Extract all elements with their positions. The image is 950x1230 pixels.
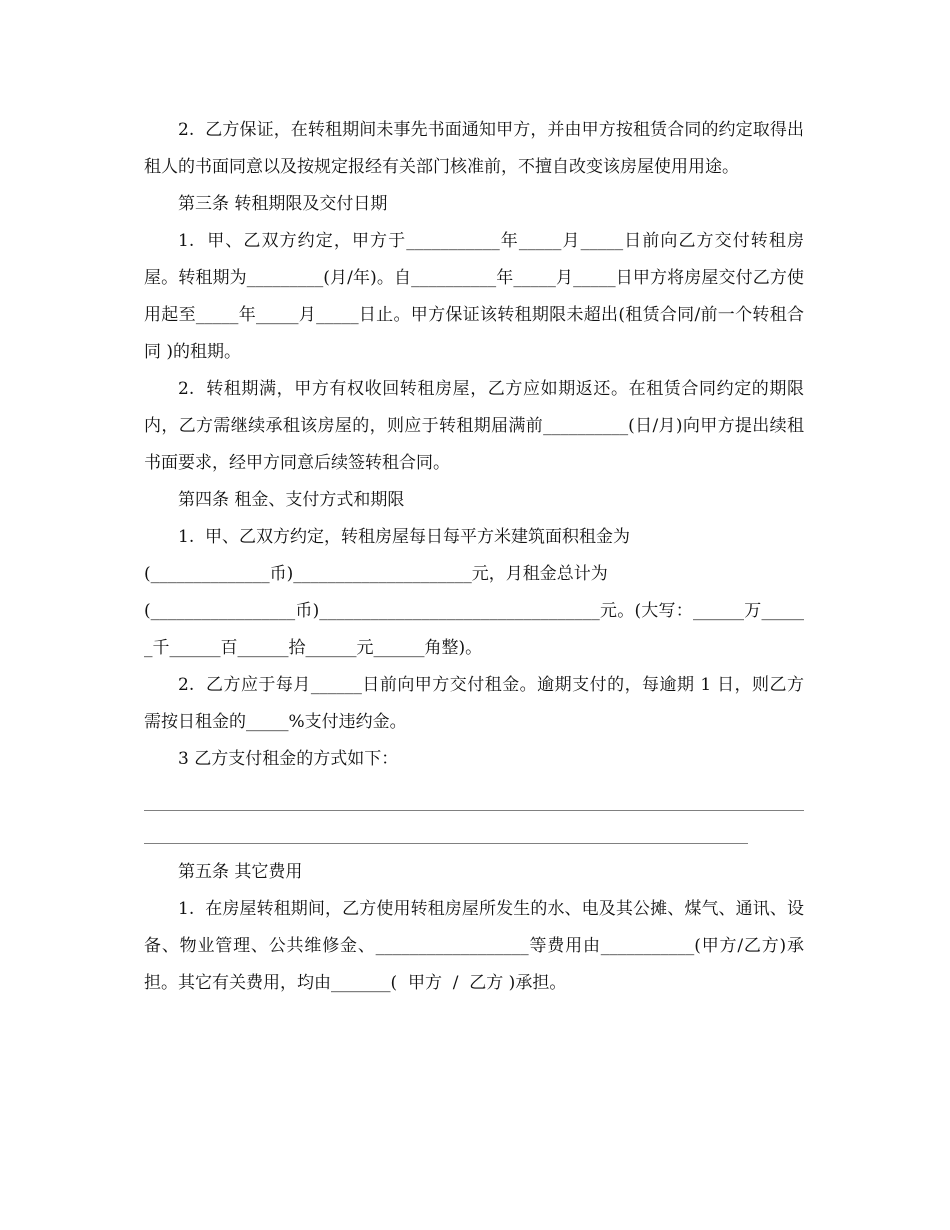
article-4-clause-3: 3 乙方支付租金的方式如下：	[178, 749, 399, 769]
article-4-clause-2: 2. 乙方应于每月______日前向甲方交付租金。逾期支付的，每逾期 1 日，则乙方需按日租金的_____%支付违约金。	[144, 675, 804, 732]
article-4-clause-1: 1. 甲、乙双方约定，转租房屋每日每平方米建筑面积租金为	[178, 527, 631, 547]
article-4-heading: 第四条 租金、支付方式和期限	[178, 490, 405, 510]
article-5-heading: 第五条 其它费用	[178, 862, 303, 882]
article-3-heading: 第三条 转租期限及交付日期	[178, 194, 388, 214]
rent-per-sqm-line: (______________币)_____________________元，月租金总计为	[144, 564, 608, 584]
document-body	[144, 112, 804, 1002]
article-5-clause-1: 1. 在房屋转租期间，乙方使用转租房屋所发生的水、电及其公摊、煤气、通讯、设备、物业管理、公共维修金、__________________等费用由___________(甲方/乙方)承担。其它有关费用，均由_______( 甲方 / 乙方 )承担。	[144, 899, 804, 993]
article-3-clause-1: 1. 甲、乙双方约定，甲方于___________年_____月_____日前向乙方交付转租房屋。转租期为_________(月/年)。自__________年_____月_____日甲方将房屋交付乙方使用起至_____年_____月_____日止。甲方保证该转租期限未超出(租赁合同/前一个转租合同 )的租期。	[144, 231, 804, 362]
clause-2-usage: 2. 乙方保证，在转租期间未事先书面通知甲方，并由甲方按租赁合同的约定取得出租人的书面同意以及按规定报经有关部门核准前，不擅自改变该房屋使用用途。	[144, 120, 804, 177]
article-3-clause-2: 2. 转租期满，甲方有权收回转租房屋，乙方应如期返还。在租赁合同约定的期限内，乙方需继续承租该房屋的，则应于转租期届满前__________(日/月)向甲方提出续租书面要求，经甲方同意后续签转租合同。	[144, 379, 804, 473]
payment-method-blank-line-2	[144, 843, 748, 844]
monthly-rent-line: (_________________币)_________________________________元。(大写：______万______千______百______拾______元______角整)。	[144, 601, 804, 658]
payment-method-blank-line-1	[144, 810, 804, 811]
